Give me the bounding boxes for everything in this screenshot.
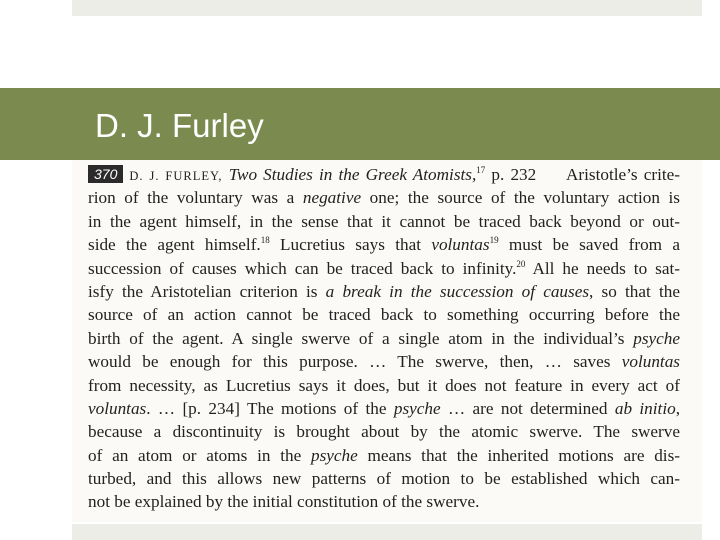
excerpt-text: must be saved from a <box>498 235 680 255</box>
excerpt-line <box>88 327 680 350</box>
excerpt-line <box>88 257 680 280</box>
excerpt-text: isfy the Aristotelian criterion is <box>88 281 326 301</box>
excerpt-text: Aristotle’s crite- <box>566 165 681 184</box>
excerpt-text: … are not determined <box>440 398 615 418</box>
footnote-marker: 19 <box>489 235 499 246</box>
excerpt-text: birth of the agent. A single swerve of a single atom in the individual’s <box>88 328 634 348</box>
excerpt-text: , <box>675 398 680 418</box>
excerpt-line <box>88 444 680 467</box>
excerpt-text: would be enough for this purpose. … The swerve, then, … saves <box>88 352 622 372</box>
footnote-marker: 18 <box>260 235 270 246</box>
excerpt-text: side the agent himself. <box>88 235 261 255</box>
excerpt-text: Lucretius says that <box>269 235 432 255</box>
excerpt-text: succession of causes which can be traced back to infinity. <box>88 258 517 278</box>
running-head-author: D. J. FURLEY, <box>129 169 223 183</box>
excerpt-line <box>88 186 680 209</box>
footnote-marker: 17 <box>476 165 486 175</box>
excerpt-italic: psyche <box>633 328 680 348</box>
excerpt-text: of an atom or atoms in the <box>88 445 311 465</box>
page-reference: p. 232 <box>485 165 537 184</box>
excerpt-text: , so that the <box>589 281 680 301</box>
excerpt-line <box>88 397 680 420</box>
excerpt-italic: ab initio <box>614 398 676 418</box>
excerpt-line <box>88 280 680 303</box>
excerpt-italic: a break in the succession of causes <box>325 281 590 301</box>
excerpt-italic: negative <box>302 188 362 208</box>
excerpt-line: not be explained by the initial constitution of the swerve. <box>88 492 480 512</box>
excerpt-text: . … [p. 234] The motions of the <box>146 398 394 418</box>
running-head-book-title: Two Studies in the Greek Atomists, <box>228 165 477 184</box>
top-decor-strip <box>72 0 702 16</box>
excerpt-text: means that the inherited motions are dis- <box>357 445 680 465</box>
excerpt-italic: psyche <box>393 398 441 418</box>
bottom-decor-strip <box>72 524 702 540</box>
excerpt-italic: psyche <box>310 445 358 465</box>
excerpt-line: source of an action cannot be traced back to something occurring before the <box>88 305 680 325</box>
excerpt-line: in the agent himself, in the sense that it cannot be traced back beyond or out- <box>88 211 680 231</box>
excerpt-line <box>88 233 680 256</box>
book-excerpt <box>88 163 680 514</box>
excerpt-line <box>88 163 680 186</box>
excerpt-line: because a discontinuity is brought about by the atomic swerve. The swerve <box>88 422 680 442</box>
page-number-badge: 370 <box>88 165 123 183</box>
excerpt-line <box>88 350 680 373</box>
excerpt-line: from necessity, as Lucretius says it does, but it does not feature in every act of <box>88 375 680 395</box>
excerpt-text: All he needs to sat- <box>525 258 680 278</box>
excerpt-text: one; the source of the voluntary action is <box>361 188 681 208</box>
excerpt-italic: voluntas <box>431 235 490 255</box>
slide-title: D. J. Furley <box>95 107 264 144</box>
excerpt-italic: voluntas <box>621 352 680 372</box>
excerpt-text: rion of the voluntary was a <box>88 188 303 208</box>
excerpt-line: turbed, and this allows new patterns of motion to be established which can- <box>88 469 680 489</box>
footnote-marker: 20 <box>516 258 526 269</box>
excerpt-italic: voluntas <box>88 398 147 418</box>
